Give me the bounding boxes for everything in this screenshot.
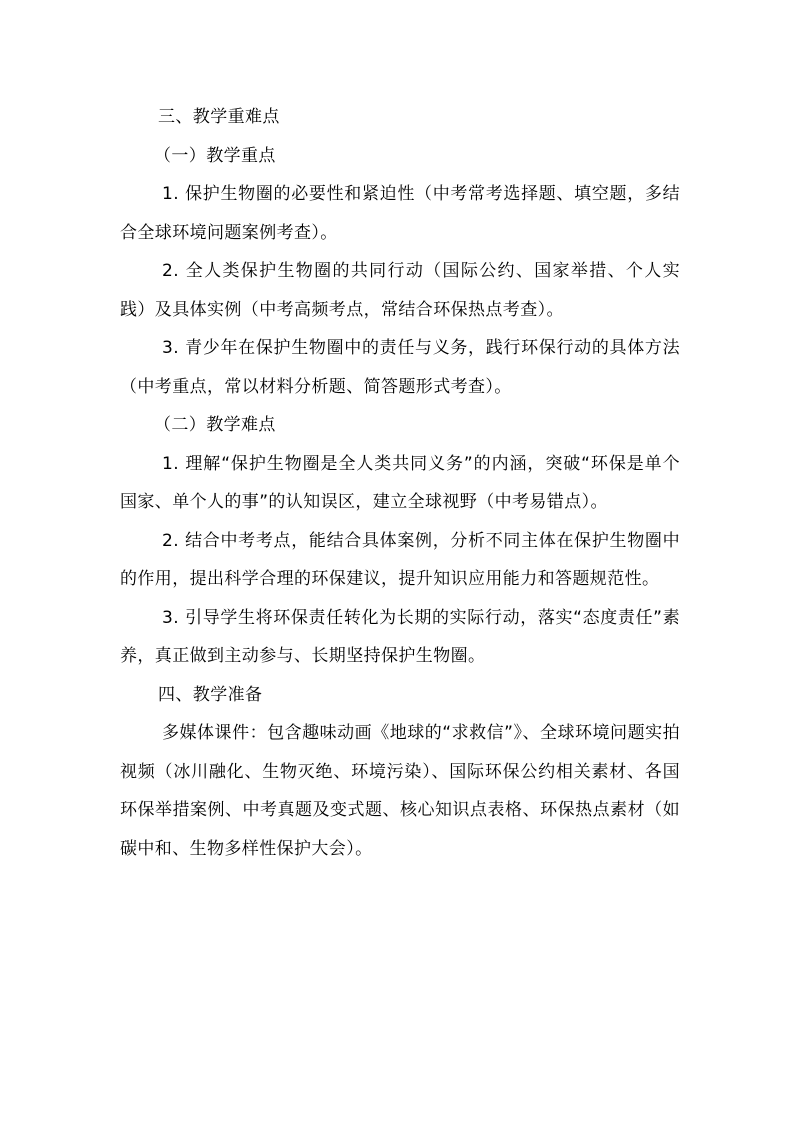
- section-heading-teaching-preparation: 四、教学准备: [158, 684, 263, 705]
- key-point-item: 1. 保护生物圈的必要性和紧迫性（中考常考选择题、填空题，多结合全球环境问题案例考查）。: [120, 184, 680, 243]
- difficult-point-item: 2. 结合中考考点，能结合具体案例，分析不同主体在保护生物圈中的作用，提出科学合理的环保建议，提升知识应用能力和答题规范性。: [120, 530, 680, 589]
- key-point-item: 2. 全人类保护生物圈的共同行动（国际公约、国家举措、个人实践）及具体实例（中考高频考点，常结合环保热点考查）。: [120, 261, 680, 320]
- subsection-heading-difficult-points: （二）教学难点: [154, 415, 276, 435]
- difficult-point-item: 3. 引导学生将环保责任转化为长期的实际行动，落实“态度责任”素养，真正做到主动参与、长期坚持保护生物圈。: [120, 607, 680, 666]
- preparation-paragraph: 多媒体课件：包含趣味动画《地球的“求救信”》、全球环境问题实拍视频（冰川融化、生物灭绝、环境污染）、国际环保公约相关素材、各国环保举措案例、中考真题及变式题、核心知识点表格、环保热点素材（如碳中和、生物多样性保护大会）。: [120, 723, 680, 859]
- document-body: [120, 98, 680, 868]
- subsection-heading-key-points: （一）教学重点: [154, 145, 276, 166]
- difficult-point-item: 1. 理解“保护生物圈是全人类共同义务”的内涵，突破“环保是单个国家、单个人的事”的认知误区，建立全球视野（中考易错点）。: [120, 453, 680, 512]
- section-heading-teaching-difficulties: 三、教学重难点: [158, 107, 280, 127]
- key-point-item: 3. 青少年在保护生物圈中的责任与义务，践行环保行动的具体方法（中考重点，常以材料分析题、简答题形式考查）。: [120, 338, 680, 397]
